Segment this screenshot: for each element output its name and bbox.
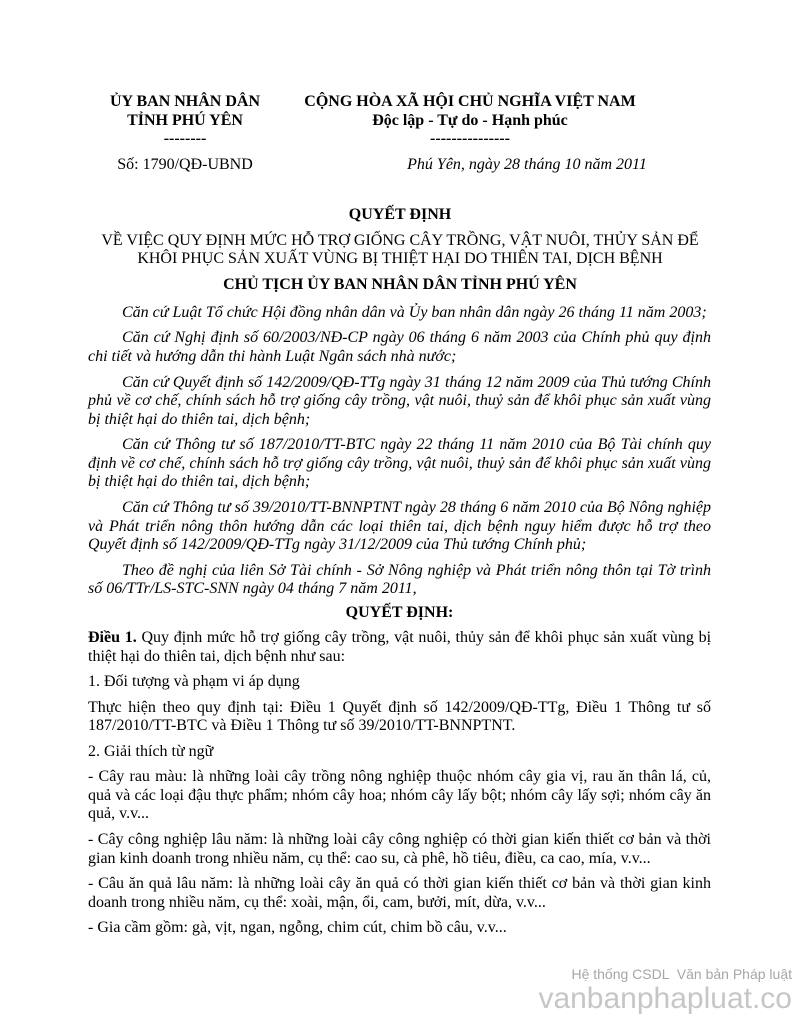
national-title-block <box>285 93 655 149</box>
definition-item: - Câu ăn quả lâu năm: là những loài cây ăn quả có thời gian kiến thiết cơ bản và thời gian kinh doanh trong nhiều năm, cụ thể: xoài, mận, ổi, cam, bưởi, mít, dừa, v.v... <box>88 875 711 911</box>
issuing-authority: CHỦ TỊCH ỦY BAN NHÂN DÂN TỈNH PHÚ YÊN <box>223 276 577 293</box>
motto-separator: --------------- <box>430 130 510 148</box>
document-subject: VỀ VIỆC QUY ĐỊNH MỨC HỖ TRỢ GIỐNG CÂY TRỒNG, VẬT NUÔI, THỦY SẢN ĐỂ KHÔI PHỤC SẢN XUẤT VÙNG BỊ THIỆT HẠI DO THIÊN TAI, DỊCH BỆNH <box>101 231 699 268</box>
national-motto: Độc lập - Tự do - Hạnh phúc <box>372 111 568 129</box>
preamble-clause: Căn cứ Luật Tổ chức Hội đồng nhân dân và Ủy ban nhân dân ngày 26 tháng 11 năm 2003; <box>122 304 707 321</box>
document-type-title: QUYẾT ĐỊNH <box>348 206 452 223</box>
article-1 <box>88 629 711 666</box>
preamble-clause: Căn cứ Quyết định số 142/2009/QĐ-TTg ngày 31 tháng 12 năm 2009 của Thủ tướng Chính phủ về cơ chế, chính sách hỗ trợ giống cây trồng, vật nuôi, thuỷ sản để khôi phục sản xuất vùng bị thiệt hại do thiên tai, dịch bệnh; <box>88 373 711 428</box>
article-1-text: Quy định mức hỗ trợ giống cây trồng, vật nuôi, thủy sản để khôi phục sản xuất vùng bị thiệt hại do thiên tai, dịch bệnh như sau: <box>88 629 712 665</box>
agency-separator: -------- <box>163 130 207 148</box>
agency-block <box>88 93 282 175</box>
watermark-site: vanbanphapluat.co <box>538 982 792 1015</box>
nation-name: CỘNG HÒA XÃ HỘI CHỦ NGHĨA VIỆT NAM <box>304 93 636 110</box>
decision-heading: QUYẾT ĐỊNH: <box>345 603 454 621</box>
preamble-clause: Căn cứ Thông tư số 39/2010/TT-BNNPTNT ngày 28 tháng 6 năm 2010 của Bộ Nông nghiệp và Phát triển nông thôn hướng dẫn các loại thiên tai, dịch bệnh nguy hiểm được hỗ trợ theo Quyết định số 142/2009/QĐ-TTg ngày 31/12/2009 của Thủ tướng Chính phủ; <box>88 498 711 554</box>
preamble-clause: Căn cứ Thông tư số 187/2010/TT-BTC ngày 22 tháng 11 năm 2010 của Bộ Tài chính quy định về cơ chế, chính sách hỗ trợ giống cây trồng, vật nuôi, thuỷ sản để khôi phục sản xuất vùng bị thiệt hại do thiên tai, dịch bệnh; <box>88 436 711 491</box>
document-body <box>88 304 711 945</box>
document-number: Số: 1790/QĐ-UBND <box>117 156 253 174</box>
preamble-clause: Theo đề nghị của liên Sở Tài chính - Sở Nông nghiệp và Phát triển nông thôn tại Tờ trình số 06/TTr/LS-STC-SNN ngày 04 tháng 7 năm 2011, <box>88 561 711 598</box>
definition-item: - Cây công nghiệp lâu năm: là những loài cây công nghiệp có thời gian kiến thiết cơ bản và thời gian kinh doanh trong nhiều năm, cụ thể: cao su, cà phê, hồ tiêu, điều, ca cao, mía, v.v... <box>88 830 711 867</box>
place-and-date: Phú Yên, ngày 28 tháng 10 năm 2011 <box>407 156 647 173</box>
agency-name-line2: TỈNH PHÚ YÊN <box>127 111 243 129</box>
definition-item: - Cây rau màu: là những loài cây trồng nông nghiệp thuộc nhóm cây gia vị, rau ăn thân lá, củ, quả và các loại đậu thực phẩm; nhóm cây hoa; nhóm cây lấy bột; nhóm cây lấy sợi; nhóm cây ăn quả, v.v... <box>88 768 711 823</box>
definition-item: - Gia cầm gồm: gà, vịt, ngan, ngỗng, chim cút, chim bồ câu, v.v... <box>88 919 507 937</box>
section-1-text: Thực hiện theo quy định tại: Điều 1 Quyết định số 142/2009/QĐ-TTg, Điều 1 Thông tư số 187/2010/TT-BTC và Điều 1 Thông tư số 39/2010/TT-BNNPTNT. <box>88 698 711 735</box>
agency-name-line1: ỦY BAN NHÂN DÂN <box>109 93 261 110</box>
section-1-title: 1. Đối tượng và phạm vi áp dụng <box>88 673 300 691</box>
watermark-tagline: Hệ thống CSDL Văn bản Pháp luật <box>571 966 792 982</box>
preamble-clause: Căn cứ Nghị định số 60/2003/NĐ-CP ngày 06 tháng 6 năm 2003 của Chính phủ quy định chi tiết và hướng dẫn thi hành Luật Ngân sách nhà nước; <box>88 329 711 366</box>
article-1-label: Điều 1. <box>88 629 137 647</box>
section-2-title: 2. Giải thích từ ngữ <box>88 742 214 760</box>
